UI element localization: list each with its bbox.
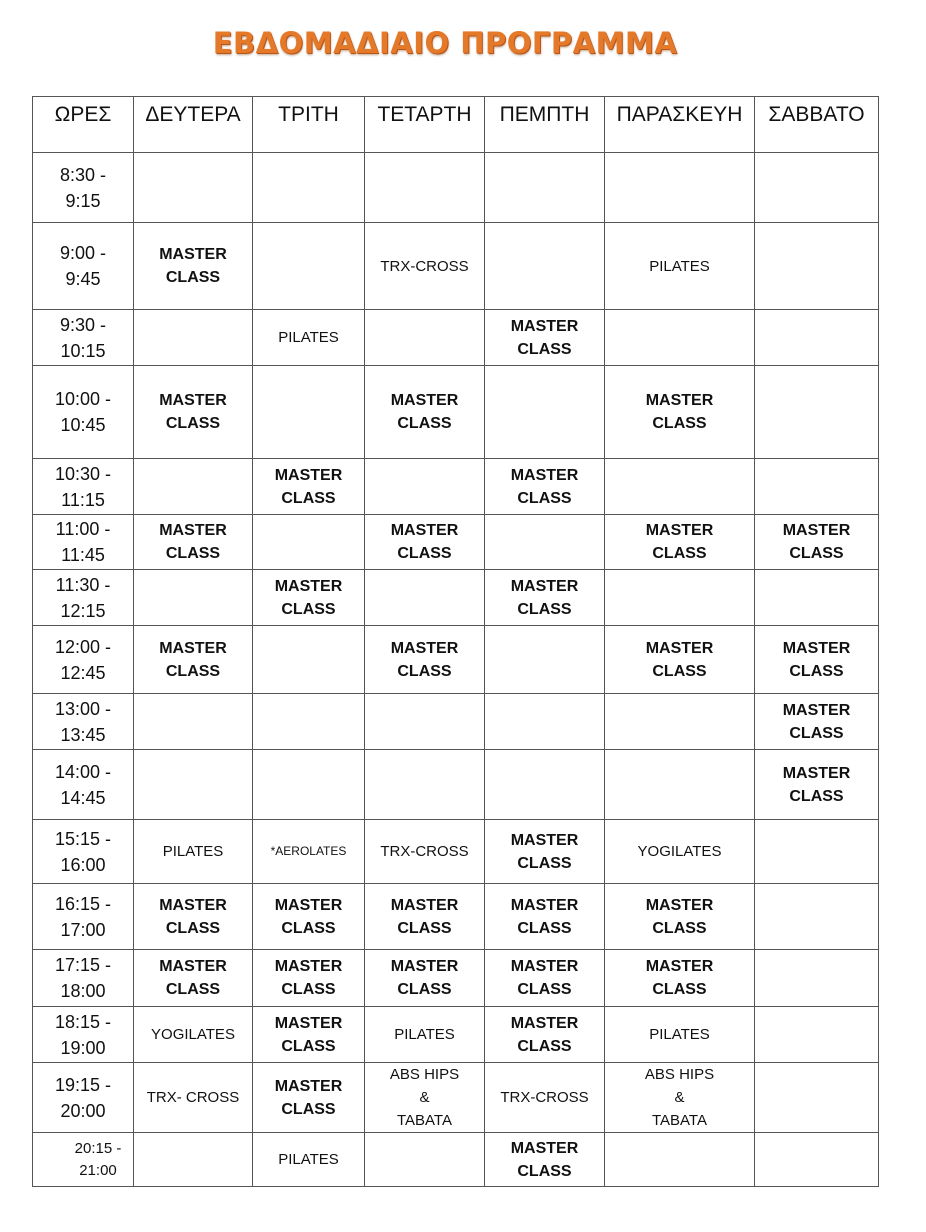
table-row [33,570,879,626]
class-cell-wednesday [365,1007,485,1063]
class-cell-wednesday [365,1063,485,1133]
class-cell-wednesday [365,570,485,626]
class-cell-tuesday [253,626,365,694]
header-row [33,97,879,153]
class-cell-wednesday [365,310,485,366]
header-saturday: ΣΑΒΒΑΤΟ [755,97,879,153]
class-cell-thursday [485,310,605,366]
table-row [33,1133,879,1187]
class-cell-friday [605,950,755,1007]
class-cell-monday [134,820,253,884]
table-row [33,950,879,1007]
class-cell-wednesday [365,1133,485,1187]
class-cell-monday [134,694,253,750]
class-cell-saturday [755,310,879,366]
class-cell-monday [134,515,253,570]
class-cell-monday [134,626,253,694]
class-cell-tuesday [253,750,365,820]
header-hours: ΩΡΕΣ [33,97,134,153]
class-name: MASTER CLASS [782,639,851,680]
class-name: MASTER CLASS [390,392,459,432]
class-cell-wednesday [365,750,485,820]
class-name: PILATES [278,329,339,346]
class-name: MASTER CLASS [274,1077,343,1118]
class-cell-saturday [755,884,879,950]
class-cell-thursday [485,750,605,820]
class-cell-wednesday [365,820,485,884]
header-monday: ΔΕΥΤΕΡΑ [134,97,253,153]
class-cell-friday [605,310,755,366]
class-cell-monday [134,570,253,626]
class-cell-tuesday [253,1063,365,1133]
class-cell-saturday [755,626,879,694]
time-slot: 10:00 - 10:45 [33,366,134,459]
class-cell-monday [134,310,253,366]
class-name: MASTER CLASS [782,764,851,805]
class-cell-saturday [755,153,879,223]
class-cell-wednesday [365,366,485,459]
class-cell-saturday [755,1063,879,1133]
class-name: MASTER CLASS [645,392,714,432]
class-cell-monday [134,366,253,459]
class-name: MASTER CLASS [159,522,227,562]
time-slot: 16:15 - 17:00 [33,884,134,950]
class-cell-thursday [485,820,605,884]
class-name: TRX-CROSS [500,1089,589,1106]
header-tuesday: ΤΡΙΤΗ [253,97,365,153]
class-cell-tuesday [253,694,365,750]
class-cell-friday [605,366,755,459]
table-row [33,223,879,310]
class-cell-tuesday [253,310,365,366]
class-name: ABS HIPS & TABATA [389,1066,460,1129]
class-cell-friday [605,884,755,950]
time-slot: 15:15 - 16:00 [33,820,134,884]
class-cell-thursday [485,884,605,950]
class-cell-wednesday [365,950,485,1007]
table-row [33,153,879,223]
time-slot: 19:15 - 20:00 [33,1063,134,1133]
time-slot: 9:00 - 9:45 [33,223,134,310]
class-cell-saturday [755,820,879,884]
class-cell-saturday [755,515,879,570]
class-cell-saturday [755,950,879,1007]
class-cell-friday [605,750,755,820]
class-name: ABS HIPS & TABATA [644,1066,715,1129]
class-name: MASTER CLASS [510,317,579,358]
class-name: MASTER CLASS [274,1014,343,1055]
class-name: MASTER CLASS [274,958,343,998]
class-name: MASTER CLASS [510,896,579,937]
table-row [33,750,879,820]
class-name: MASTER CLASS [645,958,714,998]
class-cell-thursday [485,515,605,570]
class-name: PILATES [649,1026,710,1043]
class-name: MASTER CLASS [645,896,714,937]
class-cell-monday [134,750,253,820]
class-cell-tuesday [253,459,365,515]
class-name: MASTER CLASS [390,896,459,937]
time-slot: 20:15 - 21:00 [33,1133,134,1187]
class-name: MASTER CLASS [510,958,579,998]
time-slot: 11:00 - 11:45 [33,515,134,570]
class-cell-friday [605,820,755,884]
class-cell-saturday [755,1133,879,1187]
class-cell-wednesday [365,223,485,310]
class-cell-thursday [485,1063,605,1133]
time-slot: 14:00 - 14:45 [33,750,134,820]
class-name: MASTER CLASS [510,1139,579,1180]
class-cell-monday [134,884,253,950]
class-name: MASTER CLASS [159,246,227,286]
table-row [33,884,879,950]
time-slot: 10:30 - 11:15 [33,459,134,515]
class-name: MASTER CLASS [510,466,579,507]
class-cell-monday [134,1007,253,1063]
class-cell-saturday [755,223,879,310]
class-cell-friday [605,223,755,310]
class-cell-tuesday [253,1133,365,1187]
class-cell-saturday [755,459,879,515]
class-name: MASTER CLASS [782,701,851,742]
class-name: PILATES [649,257,710,275]
time-slot: 12:00 - 12:45 [33,626,134,694]
class-cell-friday [605,153,755,223]
class-cell-thursday [485,223,605,310]
class-cell-friday [605,515,755,570]
class-cell-tuesday [253,884,365,950]
class-name: MASTER CLASS [274,896,343,937]
class-name: TRX-CROSS [380,843,469,860]
class-cell-tuesday [253,950,365,1007]
header-thursday: ΠΕΜΠΤΗ [485,97,605,153]
class-cell-saturday [755,366,879,459]
class-cell-friday [605,626,755,694]
class-cell-thursday [485,950,605,1007]
table-row [33,310,879,366]
class-cell-tuesday [253,153,365,223]
time-slot: 11:30 - 12:15 [33,570,134,626]
class-name: TRX-CROSS [380,257,469,275]
class-name: MASTER CLASS [510,1014,579,1055]
class-name: MASTER CLASS [510,577,579,618]
table-row [33,459,879,515]
time-slot: 8:30 - 9:15 [33,153,134,223]
class-name: MASTER CLASS [159,958,227,998]
class-cell-tuesday [253,1007,365,1063]
class-cell-tuesday [253,570,365,626]
class-cell-thursday [485,1007,605,1063]
time-slot: 17:15 - 18:00 [33,950,134,1007]
class-cell-friday [605,1007,755,1063]
class-name: PILATES [278,1151,339,1168]
class-name: MASTER CLASS [274,466,343,507]
class-name: PILATES [162,843,224,860]
class-name: MASTER CLASS [274,577,343,618]
class-cell-wednesday [365,884,485,950]
class-name: MASTER CLASS [510,831,579,872]
class-cell-monday [134,223,253,310]
time-slot: 9:30 - 10:15 [33,310,134,366]
class-name: MASTER CLASS [645,522,714,562]
class-name: TRX- CROSS [146,1089,240,1106]
class-cell-friday [605,459,755,515]
class-cell-wednesday [365,515,485,570]
class-name: MASTER CLASS [390,639,459,680]
time-slot: 18:15 - 19:00 [33,1007,134,1063]
class-cell-thursday [485,1133,605,1187]
class-cell-wednesday [365,626,485,694]
class-name: YOGILATES [637,843,722,860]
class-cell-monday [134,950,253,1007]
class-name: MASTER CLASS [645,639,714,680]
schedule-table [32,96,879,1187]
class-name: *AEROLATES [270,844,347,858]
class-cell-thursday [485,459,605,515]
class-cell-tuesday [253,223,365,310]
table-row [33,626,879,694]
class-cell-monday [134,459,253,515]
class-name: MASTER CLASS [390,522,459,562]
table-row [33,515,879,570]
class-name: MASTER CLASS [159,896,227,937]
class-cell-friday [605,694,755,750]
class-cell-saturday [755,750,879,820]
class-cell-saturday [755,570,879,626]
page-title: ΕΒΔΟΜΑΔΙΑΙΟ ΠΡΟΓΡΑΜΜΑ [212,26,678,60]
class-cell-monday [134,1133,253,1187]
class-cell-thursday [485,694,605,750]
time-slot: 13:00 - 13:45 [33,694,134,750]
class-name: MASTER CLASS [390,958,459,998]
table-row [33,366,879,459]
header-friday: ΠΑΡΑΣΚΕΥΗ [605,97,755,153]
class-cell-wednesday [365,694,485,750]
class-cell-thursday [485,626,605,694]
class-name: MASTER CLASS [159,639,227,680]
class-name: YOGILATES [151,1026,235,1043]
class-cell-tuesday [253,366,365,459]
table-row [33,820,879,884]
class-cell-saturday [755,694,879,750]
class-cell-tuesday [253,820,365,884]
class-name: MASTER CLASS [159,392,227,432]
table-row [33,1063,879,1133]
class-cell-monday [134,153,253,223]
class-cell-friday [605,1063,755,1133]
table-row [33,1007,879,1063]
class-cell-thursday [485,366,605,459]
class-cell-saturday [755,1007,879,1063]
class-cell-wednesday [365,153,485,223]
class-cell-thursday [485,153,605,223]
class-name: MASTER CLASS [782,522,851,562]
header-wednesday: ΤΕΤΑΡΤΗ [365,97,485,153]
class-cell-friday [605,570,755,626]
class-cell-monday [134,1063,253,1133]
table-row [33,694,879,750]
class-cell-tuesday [253,515,365,570]
class-cell-wednesday [365,459,485,515]
class-cell-thursday [485,570,605,626]
class-name: PILATES [394,1026,455,1043]
class-cell-friday [605,1133,755,1187]
